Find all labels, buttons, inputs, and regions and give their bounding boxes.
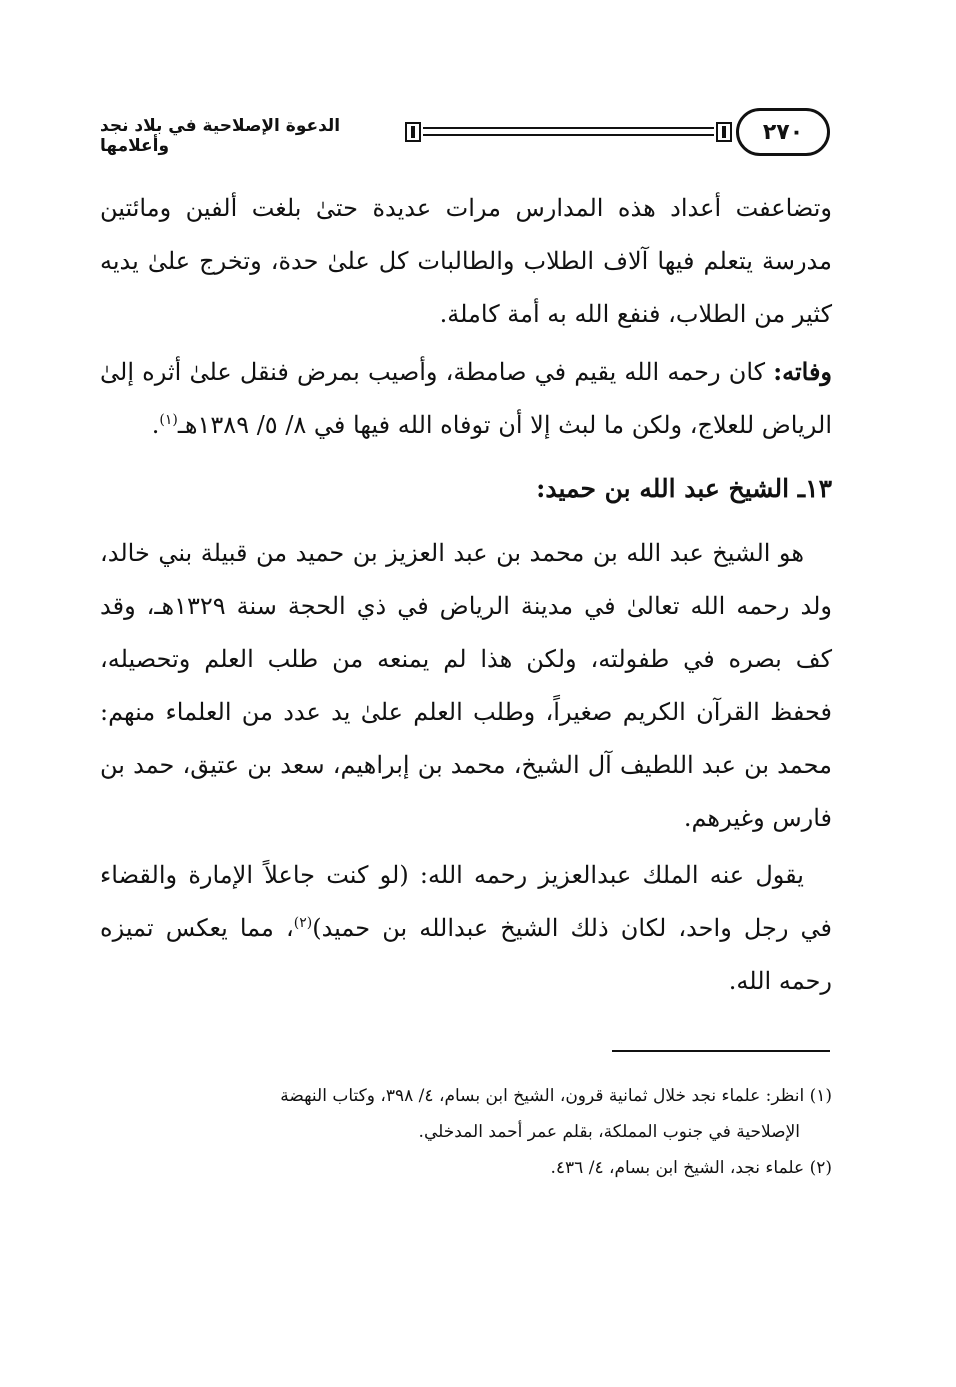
paragraph-biography: هو الشيخ عبد الله بن محمد بن عبد العزيز بن حميد من قبيلة بني خالد، ولد رحمه الله تعالىٰ في مدينة الرياض في ذي الحجة سنة ١٣٢٩هـ، وقد كف بصره في طفولته، ولكن هذا لم يمنعه من طلب العلم وتحصيله، فحفظ القرآن الكريم صغيراً، وطلب العلم علىٰ يد عدد من العلماء منهم: محمد بن عبد اللطيف آل الشيخ، محمد بن إبراهيم، سعد بن عتيق، حمد بن فارس وغيرهم. xyxy=(100,539,832,832)
rule-end-ornament-icon xyxy=(716,122,732,142)
footnote-1-continued: الإصلاحية في جنوب المملكة، بقلم عمر أحمد المدخلي. xyxy=(418,1122,800,1142)
paragraph-quote: يقول عنه الملك عبدالعزيز رحمه الله: (لو كنت جاعلاً الإمارة والقضاء في رجل واحد، لكان ذلك الشيخ عبدالله بن حميد)$^{(٢)}$، مما يعكس تميزه رحمه الله. xyxy=(100,861,833,995)
page-header xyxy=(100,108,830,154)
paragraph-text: كان رحمه الله يقيم في صامطة، وأصيب بمرض فنقل علىٰ أثره إلىٰ الرياض للعلاج، ولكن ما لبث إلا أن توفاه الله فيها في ٨/ ٥/ ١٣٨٩هـ xyxy=(100,358,832,439)
paragraph: وتضاعفت أعداد هذه المدارس مرات عديدة حتىٰ بلغت ألفين ومائتين مدرسة يتعلم فيها آلاف الطلاب والطالبات كل علىٰ حدة، وتخرج علىٰ يديه كثير من الطلاب، فنفع الله به أمة كاملة. xyxy=(100,194,832,328)
running-title: الدعوة الإصلاحية في بلاد نجد وأعلامها xyxy=(100,116,341,156)
rule-end-ornament-icon xyxy=(405,122,421,142)
paragraph-label: وفاته: xyxy=(773,357,832,386)
footnote-2: (٢) علماء نجد، الشيخ ابن بسام، ٤/ ٤٣٦. xyxy=(550,1158,832,1178)
footnote-1: (١) انظر: علماء نجد خلال ثمانية قرون، الشيخ ابن بسام، ٤/ ٣٩٨، وكتاب النهضة xyxy=(280,1086,832,1106)
section-heading: ١٣ـ الشيخ عبد الله بن حميد: xyxy=(536,474,832,503)
page-number: ٢٧٠ xyxy=(762,119,804,145)
footnotes xyxy=(100,1078,832,1186)
footnote-separator xyxy=(612,1050,830,1052)
footnote-ref[interactable]: (٢) xyxy=(293,915,313,931)
main-text xyxy=(100,182,832,1012)
page-number-badge xyxy=(736,108,830,156)
paragraph-death: وفاته: كان رحمه الله يقيم في صامطة، وأصيب بمرض فنقل علىٰ أثره إلىٰ الرياض للعلاج، ولكن ما لبث إلا أن توفاه الله فيها في ٨/ ٥/ ١٣٨٩هـ$^{(١)}$. xyxy=(100,357,832,439)
header-ornament-rule xyxy=(405,122,732,142)
footnote-ref[interactable]: (١) xyxy=(159,412,178,428)
